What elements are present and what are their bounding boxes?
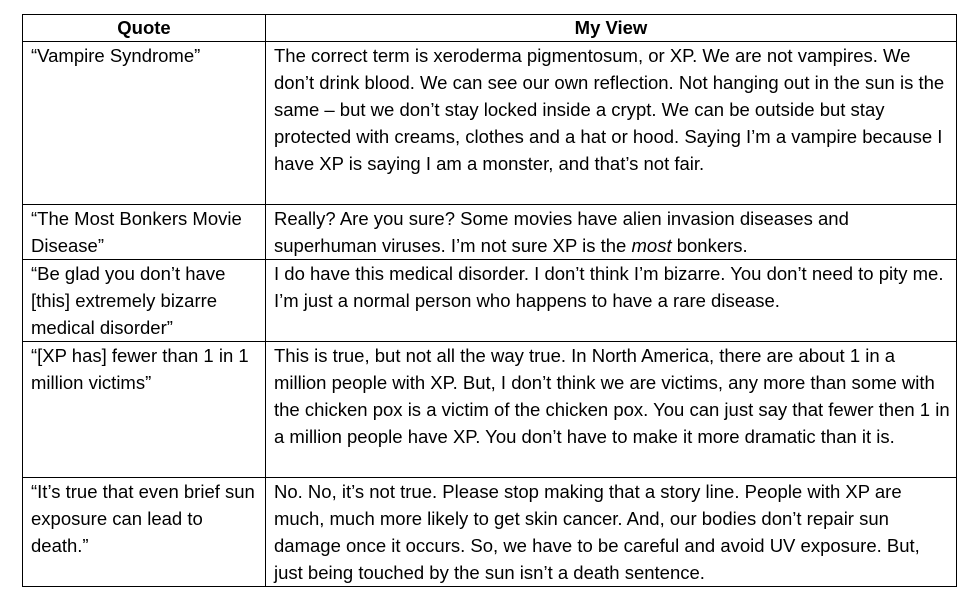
view-cell: The correct term is xeroderma pigmentosum, or XP. We are not vampires. We don’t drink blood. We can see our own reflection. Not hanging out in the sun is the same – but we don’t stay locked inside a crypt. We can be outside but stay protected with creams, clothes and a hat or hood. Saying I’m a vampire because I have XP is saying I am a monster, and that’s not fair. bbox=[266, 42, 957, 205]
quote-cell: “[XP has] fewer than 1 in 1 million victims” bbox=[23, 342, 266, 478]
view-cell: This is true, but not all the way true. In North America, there are about 1 in a million people with XP. But, I don’t think we are victims, any more than some with the chicken pox is a victim of the chicken pox. You can just say that fewer then 1 in a million people have XP. You don’t have to make it more dramatic than it is. bbox=[266, 342, 957, 478]
quote-view-table bbox=[22, 14, 957, 587]
view-cell: No. No, it’s not true. Please stop making that a story line. People with XP are much, much more likely to get skin cancer. And, our bodies don’t repair sun damage once it occurs. So, we have to be careful and avoid UV exposure. But, just being touched by the sun isn’t a death sentence. bbox=[266, 478, 957, 587]
table-row bbox=[23, 342, 957, 478]
view-text: Really? Are you sure? Some movies have alien invasion diseases and superhuman viruses. I’m not sure XP is the bbox=[274, 208, 849, 256]
table-row bbox=[23, 205, 957, 260]
view-cell: I do have this medical disorder. I don’t think I’m bizarre. You don’t need to pity me. I’m just a normal person who happens to have a rare disease. bbox=[266, 260, 957, 342]
table-row bbox=[23, 260, 957, 342]
header-row bbox=[23, 15, 957, 42]
table-row bbox=[23, 42, 957, 205]
quote-cell: “The Most Bonkers Movie Disease” bbox=[23, 205, 266, 260]
view-emphasis: most bbox=[631, 235, 672, 256]
quote-cell: “It’s true that even brief sun exposure can lead to death.” bbox=[23, 478, 266, 587]
table-row bbox=[23, 478, 957, 587]
header-my-view: My View bbox=[266, 15, 957, 42]
quote-cell: “Vampire Syndrome” bbox=[23, 42, 266, 205]
header-quote: Quote bbox=[23, 15, 266, 42]
quote-cell: “Be glad you don’t have [this] extremely bizarre medical disorder” bbox=[23, 260, 266, 342]
view-text: bonkers. bbox=[671, 235, 748, 256]
view-cell bbox=[266, 205, 957, 260]
